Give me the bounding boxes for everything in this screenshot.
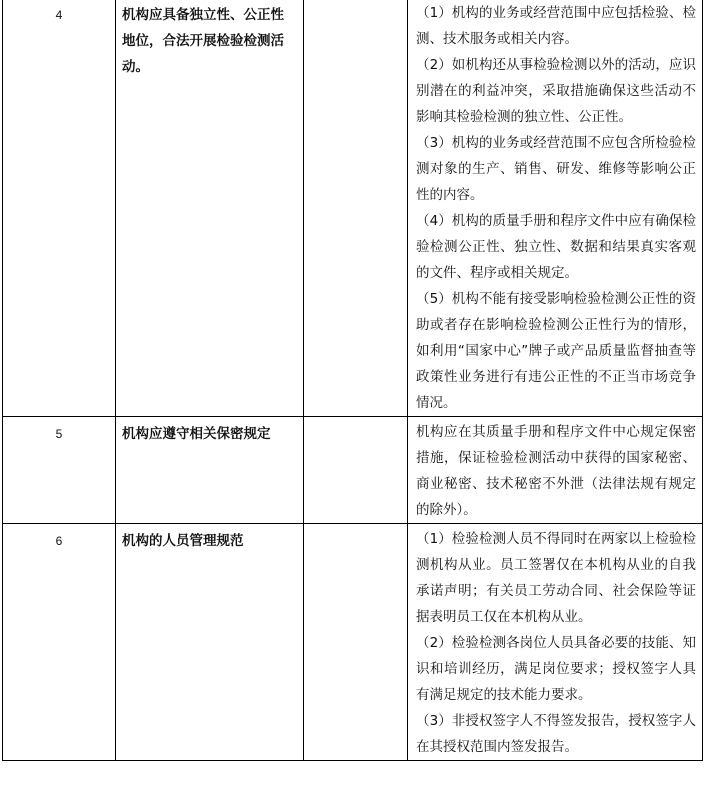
requirement-paragraph: （3）非授权签字人不得签发报告，授权签字人在其授权范围内签发报告。	[416, 713, 696, 755]
requirement-paragraph: （1）检验检测人员不得同时在两家以上检验检测机构从业。员工签署仅在本机构从业的自我承诺声明；有关员工劳动合同、社会保险等证据表明员工仅在本机构从业。	[416, 531, 696, 625]
table-row	[3, 417, 703, 524]
table-row	[3, 0, 703, 417]
empty-cell	[304, 0, 408, 417]
requirement-paragraph: （4）机构的质量手册和程序文件中应有确保检验检测公正性、独立性、数据和结果真实客观的文件、程序或相关规定。	[416, 213, 696, 281]
requirement-paragraph: （1）机构的业务或经营范围中应包括检验、检测、技术服务或相关内容。	[416, 5, 696, 47]
requirements-cell	[408, 417, 703, 524]
row-number: 4	[3, 0, 116, 417]
requirement-paragraph: （2）如机构还从事检验检测以外的活动，应识别潜在的利益冲突，采取措施确保这些活动不影响其检验检测的独立性、公正性。	[416, 57, 696, 125]
requirements-cell	[408, 0, 703, 417]
row-number: 6	[3, 524, 116, 761]
item-title: 机构应具备独立性、公正性地位，合法开展检验检测活动。	[116, 0, 304, 417]
requirement-paragraph: 机构应在其质量手册和程序文件中心规定保密措施，保证检验检测活动中获得的国家秘密、商业秘密、技术秘密不外泄（法律法规有规定的除外）。	[416, 424, 696, 518]
item-title: 机构应遵守相关保密规定	[116, 417, 304, 524]
item-title: 机构的人员管理规范	[116, 524, 304, 761]
empty-cell	[304, 524, 408, 761]
table-row	[3, 524, 703, 761]
requirements-cell	[408, 524, 703, 761]
requirement-paragraph: （3）机构的业务或经营范围不应包含所检验检测对象的生产、销售、研发、维修等影响公正性的内容。	[416, 135, 696, 203]
requirement-paragraph: （2）检验检测各岗位人员具备必要的技能、知识和培训经历，满足岗位要求；授权签字人具有满足规定的技术能力要求。	[416, 635, 696, 703]
row-number: 5	[3, 417, 116, 524]
empty-cell	[304, 417, 408, 524]
requirements-table	[2, 0, 703, 761]
requirement-paragraph: （5）机构不能有接受影响检验检测公正性的资助或者存在影响检验检测公正性行为的情形，如利用“国家中心”牌子或产品质量监督抽查等政策性业务进行有违公正性的不正当市场竞争情况。	[416, 291, 696, 411]
